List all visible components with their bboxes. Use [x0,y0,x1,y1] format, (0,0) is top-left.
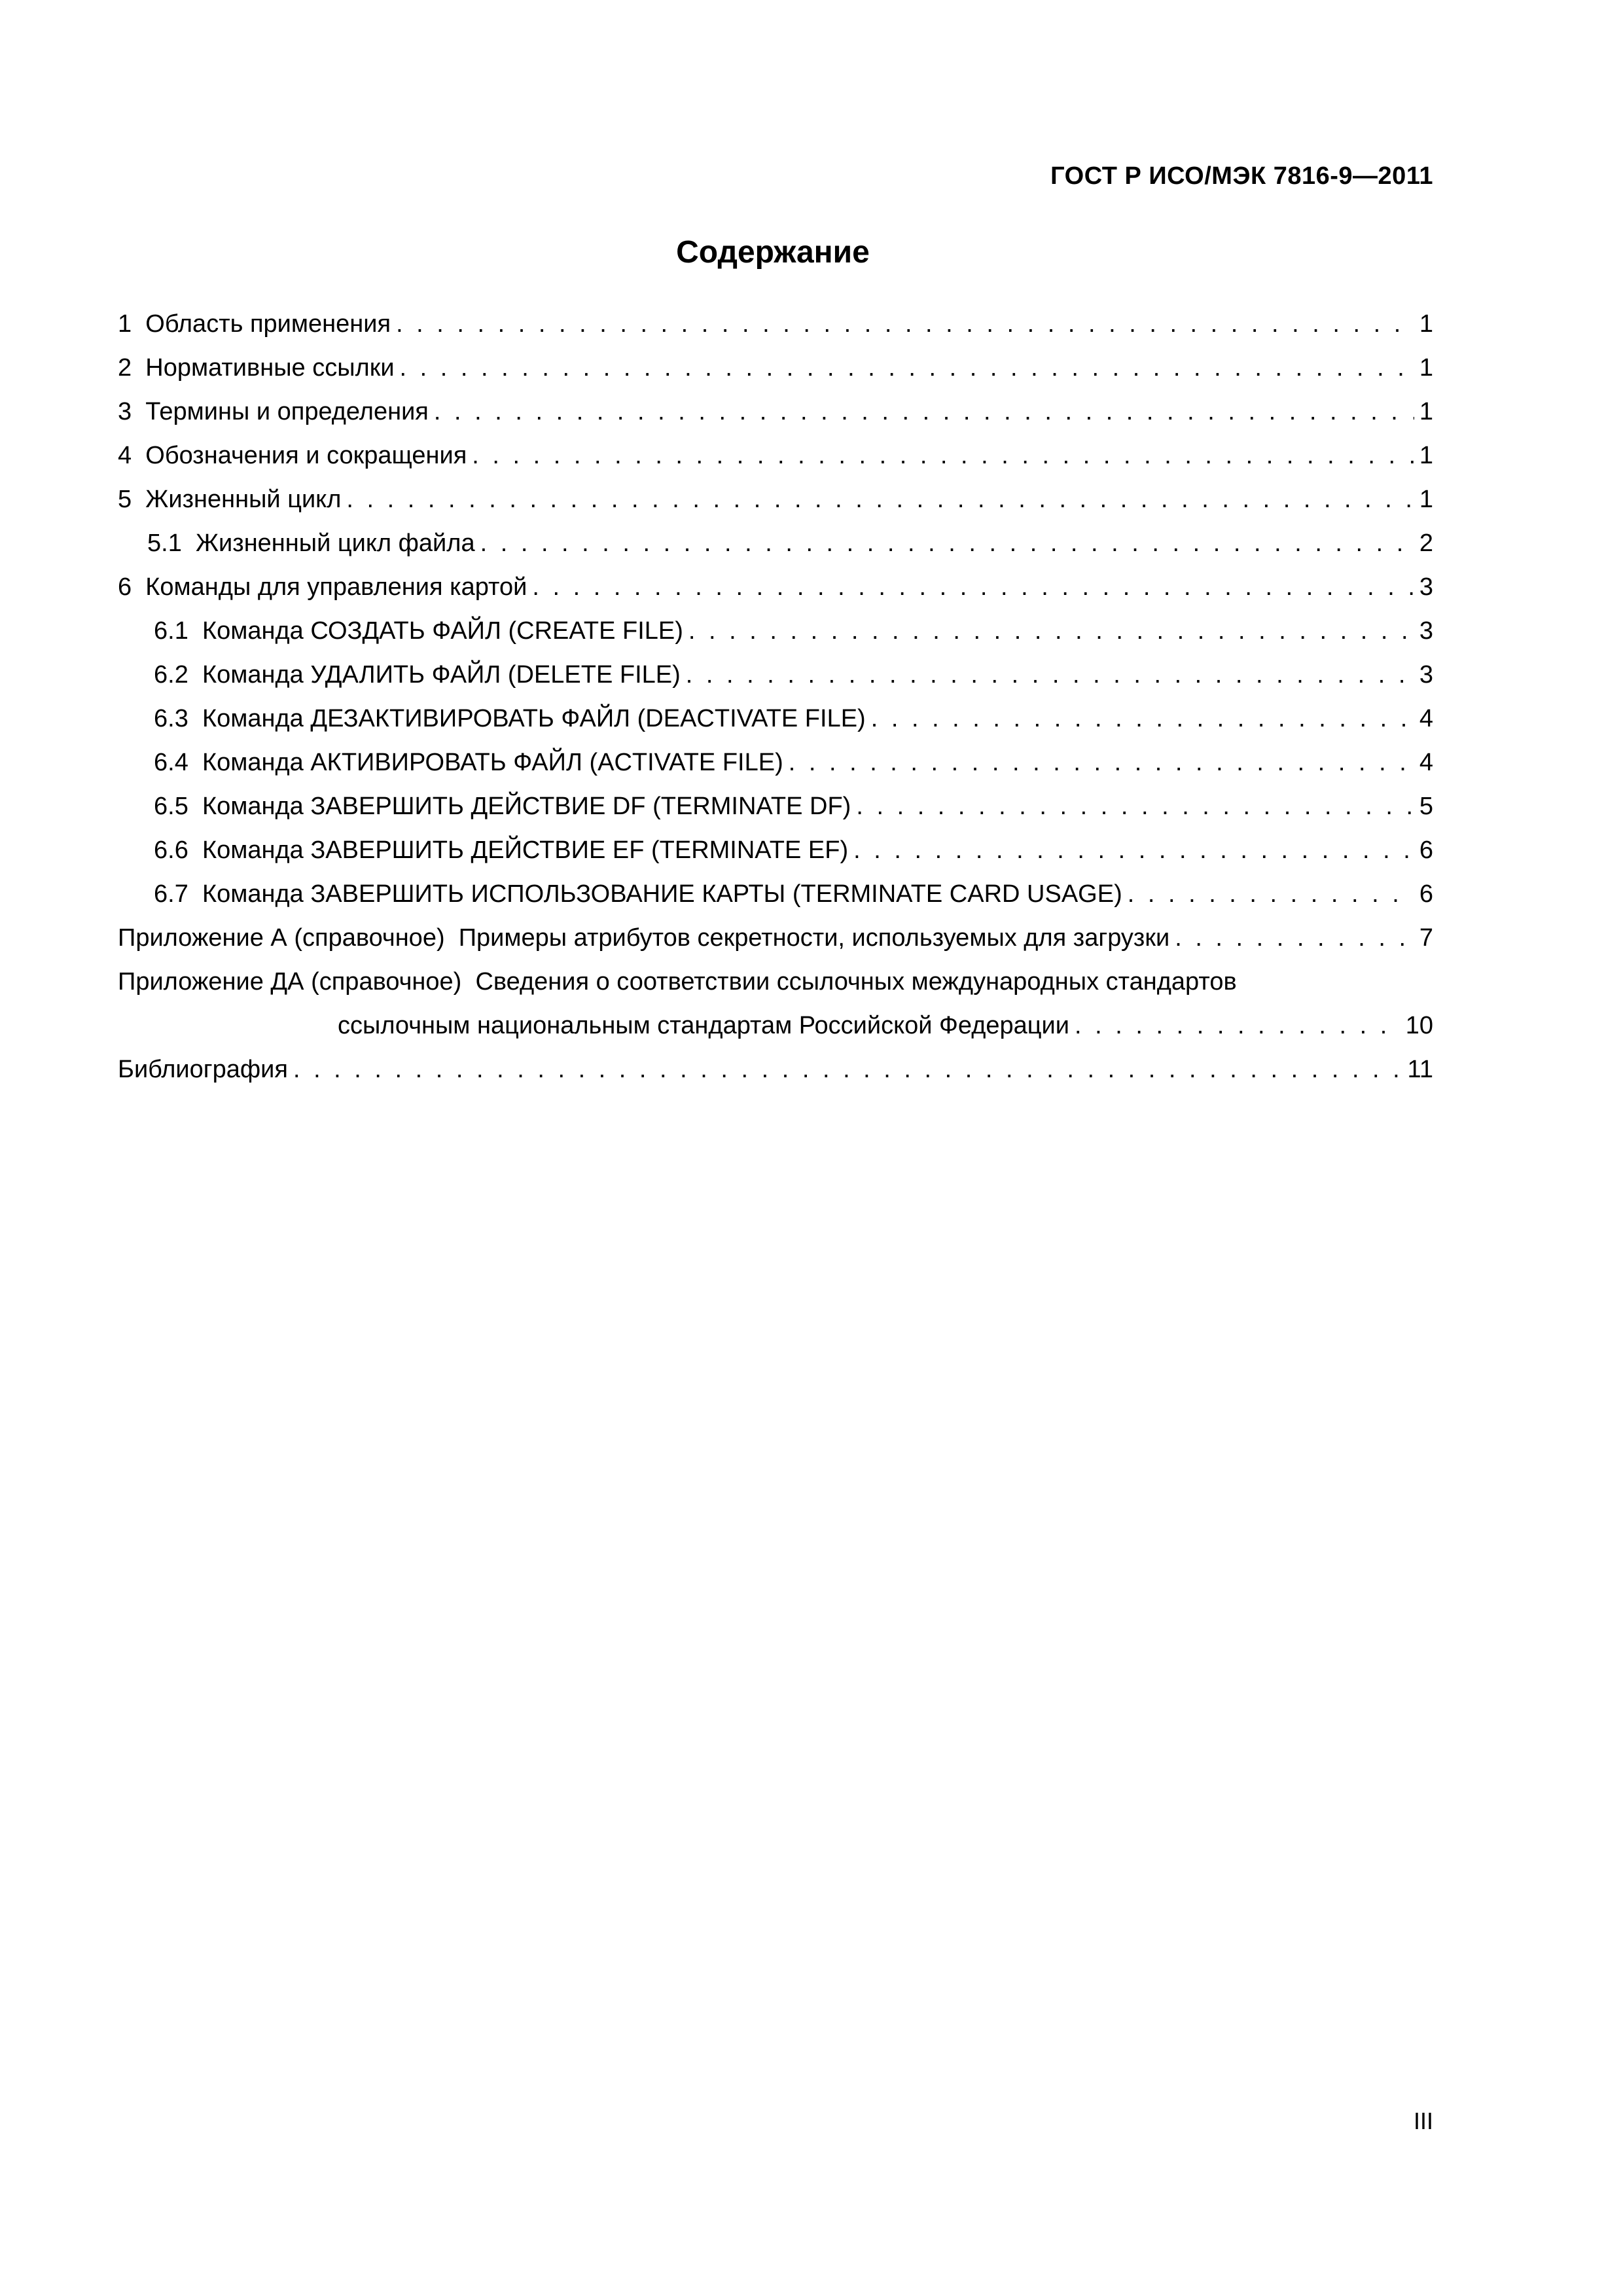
toc-label: Приложение ДА (справочное) Сведения о соответствии ссылочных международных стандартов [118,968,1237,996]
toc-entry[interactable] [118,398,1433,442]
toc-number: 4 [118,442,132,469]
table-of-contents [118,310,1433,1100]
toc-leader [480,529,1414,558]
toc-entry[interactable] [118,573,1433,617]
toc-leader [400,354,1414,382]
toc-number: 5.1 [147,529,182,557]
toc-number: 6.3 [154,705,188,732]
toc-entry[interactable] [118,310,1433,354]
toc-entry[interactable] [118,354,1433,398]
toc-page: 4 [1419,749,1433,776]
toc-leader [871,705,1414,733]
toc-entry[interactable] [118,836,1433,880]
toc-label: Команда ЗАВЕРШИТЬ ДЕЙСТВИЕ DF (TERMINATE DF) [202,793,851,820]
toc-label: Команда УДАЛИТЬ ФАЙЛ (DELETE FILE) [202,661,681,689]
toc-leader [346,486,1414,514]
toc-entry-annex-da[interactable] [118,968,1433,1012]
toc-label: ссылочным национальным стандартам Российской Федерации [338,1012,1070,1039]
toc-entry[interactable] [118,442,1433,486]
toc-number: 6.4 [154,749,188,776]
toc-page: 1 [1419,398,1433,425]
toc-entry-bibliography[interactable] [118,1056,1433,1100]
toc-number: 6.5 [154,793,188,820]
toc-leader [688,617,1414,645]
toc-label: Термины и определения [145,398,429,425]
toc-entry[interactable] [118,880,1433,924]
toc-leader [1175,924,1414,952]
toc-page: 3 [1419,617,1433,645]
toc-page: 7 [1419,924,1433,952]
toc-number: 6.2 [154,661,188,689]
toc-page: 10 [1405,1012,1433,1039]
toc-page: 11 [1407,1056,1433,1083]
toc-leader [472,442,1414,470]
toc-label: Жизненный цикл [145,486,342,513]
toc-number: 1 [118,310,132,338]
toc-label: Команды для управления картой [145,573,527,601]
toc-label: Обозначения и сокращения [145,442,467,469]
toc-label: Библиография [118,1056,288,1083]
toc-label: Команда АКТИВИРОВАТЬ ФАЙЛ (ACTIVATE FILE) [202,749,783,776]
toc-page: 5 [1419,793,1433,820]
toc-label: Приложение А (справочное) Примеры атрибутов секретности, используемых для загрузки [118,924,1170,952]
toc-leader [856,793,1414,821]
toc-leader [532,573,1414,601]
toc-entry[interactable] [118,529,1433,573]
toc-entry-annex-da-continuation[interactable] [118,1012,1433,1056]
toc-entry[interactable] [118,705,1433,749]
toc-label: Команда ДЕЗАКТИВИРОВАТЬ ФАЙЛ (DEACTIVATE FILE) [202,705,866,732]
toc-leader [1075,1012,1400,1040]
toc-entry[interactable] [118,617,1433,661]
toc-page: 2 [1419,529,1433,557]
toc-label: Жизненный цикл файла [195,529,475,557]
toc-leader [293,1056,1402,1084]
toc-label: Команда СОЗДАТЬ ФАЙЛ (CREATE FILE) [202,617,683,645]
toc-page: 1 [1419,310,1433,338]
toc-entry[interactable] [118,661,1433,705]
page-title: Содержание [676,235,870,270]
toc-entry-annex-a[interactable] [118,924,1433,968]
page-number: III [1413,2108,1433,2134]
toc-page: 3 [1419,573,1433,601]
toc-number: 2 [118,354,132,382]
toc-leader [1128,880,1414,908]
toc-page: 1 [1419,354,1433,382]
toc-page: 3 [1419,661,1433,689]
toc-entry[interactable] [118,486,1433,529]
toc-label: Команда ЗАВЕРШИТЬ ДЕЙСТВИЕ EF (TERMINATE EF) [202,836,849,864]
toc-page: 1 [1419,442,1433,469]
toc-number: 6.7 [154,880,188,908]
toc-leader [853,836,1414,865]
toc-label: Область применения [145,310,391,338]
toc-page: 6 [1419,836,1433,864]
toc-leader [434,398,1414,426]
toc-page: 4 [1419,705,1433,732]
document-code: ГОСТ Р ИСО/МЭК 7816-9—2011 [1050,162,1433,190]
toc-page: 1 [1419,486,1433,513]
toc-number: 5 [118,486,132,513]
toc-number: 6.1 [154,617,188,645]
toc-label: Команда ЗАВЕРШИТЬ ИСПОЛЬЗОВАНИЕ КАРТЫ (TERMINATE CARD USAGE) [202,880,1122,908]
toc-leader [396,310,1414,338]
toc-entry[interactable] [118,793,1433,836]
toc-page: 6 [1419,880,1433,908]
toc-number: 6.6 [154,836,188,864]
toc-leader [789,749,1414,777]
toc-leader [686,661,1414,689]
toc-number: 6 [118,573,132,601]
toc-label: Нормативные ссылки [145,354,395,382]
toc-number: 3 [118,398,132,425]
toc-entry[interactable] [118,749,1433,793]
